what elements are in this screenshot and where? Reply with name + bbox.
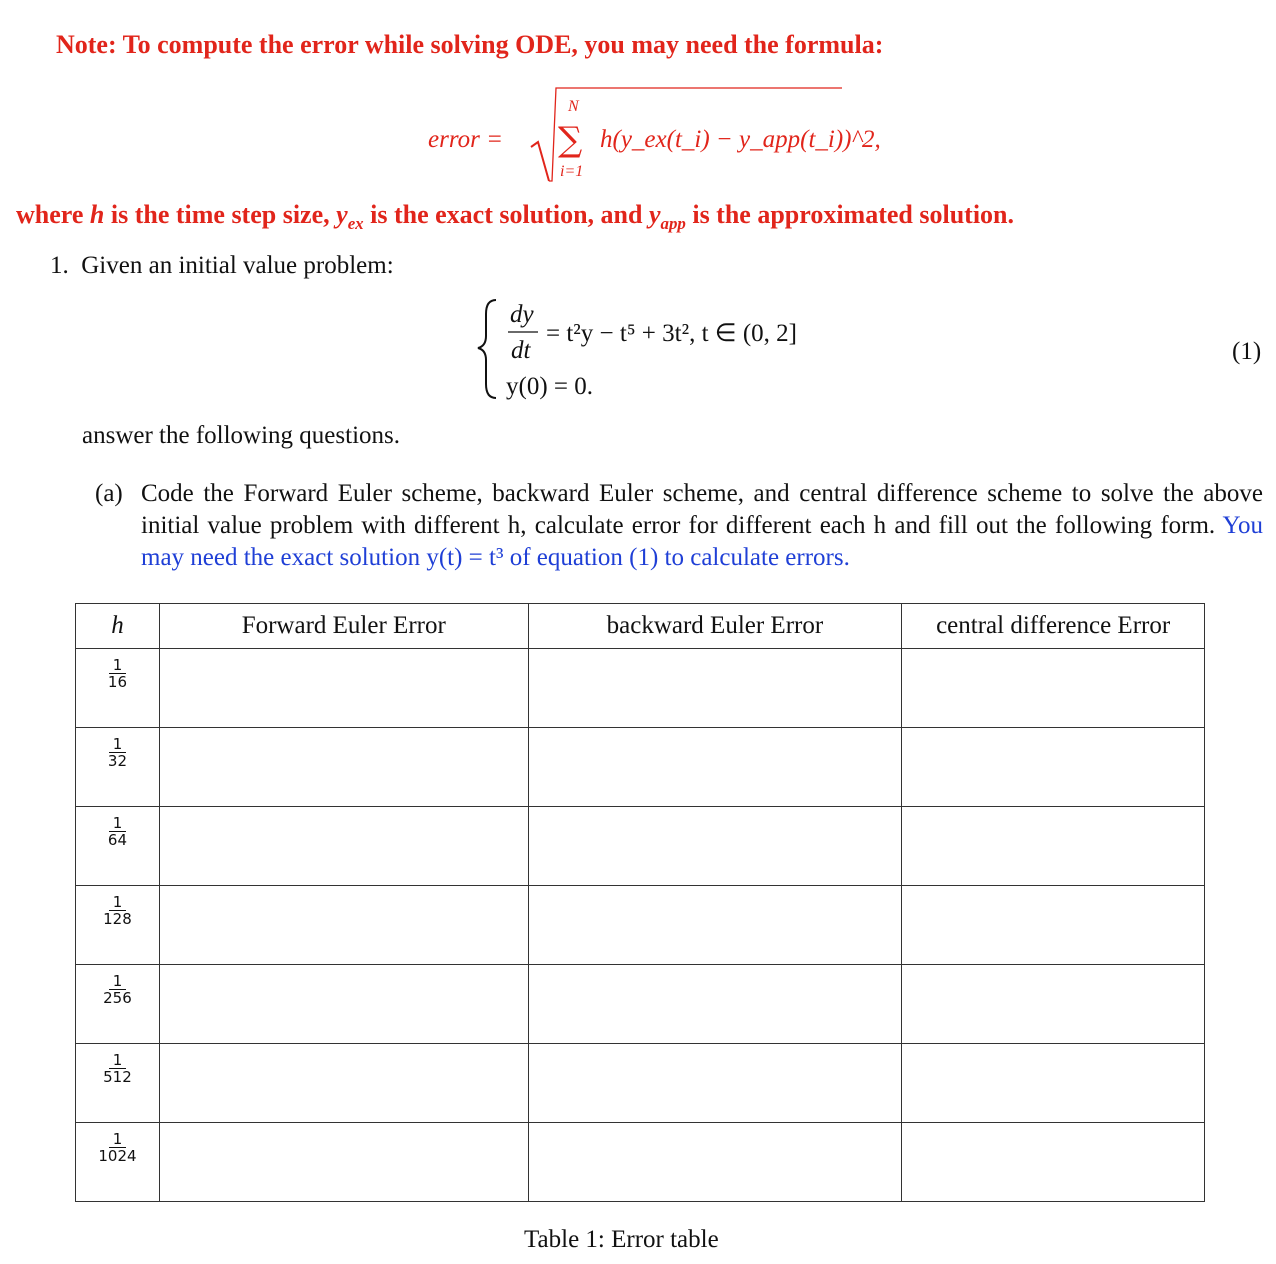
equation-number: (1)	[1232, 338, 1262, 365]
part-a-label: (a)	[95, 480, 123, 507]
question-1	[50, 252, 394, 280]
ode-numerator: dy	[510, 301, 534, 328]
table-row	[76, 965, 1205, 1044]
backward-euler-cell[interactable]	[528, 886, 902, 965]
table-row	[76, 728, 1205, 807]
question-number: 1.	[50, 252, 69, 279]
h-cell	[76, 807, 160, 886]
def-text-4: is the approximated solution.	[685, 200, 1015, 229]
formula-body: h(y_ex(t_i) − y_app(t_i))^2,	[600, 126, 881, 153]
ode-rhs: = t²y − t⁵ + 3t², t ∈ (0, 2]	[546, 320, 797, 347]
radical-sign	[532, 86, 552, 181]
h-fraction: $\frac{1}{256}$	[103, 972, 132, 1007]
table-caption: Table 1: Error table	[524, 1226, 719, 1253]
h-cell	[76, 1044, 160, 1123]
part-a-hint: You may need the exact solution y(t) = t³ of equation (1) to calculate errors.	[141, 512, 1264, 571]
backward-euler-cell[interactable]	[528, 728, 902, 807]
header-backward-euler: backward Euler Error	[528, 604, 902, 649]
ode-system-svg	[478, 296, 878, 406]
header-central-difference: central difference Error	[902, 604, 1205, 649]
question-intro: Given an initial value problem:	[81, 252, 394, 279]
def-text-2: is the time step size,	[104, 200, 337, 229]
central-difference-cell[interactable]	[902, 649, 1205, 728]
h-cell	[76, 728, 160, 807]
part-a-text: Code the Forward Euler scheme, backward Euler scheme, and central difference scheme to solve the above initial value problem with different h, calculate error for different each h and fill out the following form.	[141, 480, 1263, 539]
central-difference-cell[interactable]	[902, 1044, 1205, 1123]
header-forward-euler: Forward Euler Error	[159, 604, 528, 649]
table-header-row	[76, 604, 1205, 649]
central-difference-cell[interactable]	[902, 807, 1205, 886]
backward-euler-cell[interactable]	[528, 1123, 902, 1202]
def-h: h	[89, 200, 105, 229]
h-fraction: $\frac{1}{64}$	[107, 814, 128, 849]
central-difference-cell[interactable]	[902, 1123, 1205, 1202]
error-formula-svg	[428, 86, 881, 186]
ode-denominator: dt	[511, 337, 531, 364]
def-yapp: $y_{app}$	[648, 200, 686, 234]
h-cell	[76, 649, 160, 728]
table-row	[76, 649, 1205, 728]
left-brace	[478, 300, 496, 398]
table-row	[76, 807, 1205, 886]
ode-system	[478, 296, 878, 413]
error-table	[75, 603, 1205, 1202]
def-text-1: where	[16, 200, 90, 229]
h-cell	[76, 1123, 160, 1202]
sigma-symbol: ∑	[558, 120, 583, 160]
header-h: h	[76, 604, 160, 649]
h-cell	[76, 965, 160, 1044]
definition-line	[16, 200, 1015, 234]
h-fraction: $\frac{1}{512}$	[103, 1051, 132, 1086]
formula-lhs: error =	[428, 126, 503, 153]
initial-condition: y(0) = 0.	[506, 373, 593, 400]
table-row	[76, 1123, 1205, 1202]
sum-upper: N	[568, 98, 579, 115]
forward-euler-cell[interactable]	[159, 807, 528, 886]
central-difference-cell[interactable]	[902, 886, 1205, 965]
forward-euler-cell[interactable]	[159, 728, 528, 807]
central-difference-cell[interactable]	[902, 728, 1205, 807]
backward-euler-cell[interactable]	[528, 807, 902, 886]
sum-lower: i=1	[560, 163, 584, 180]
forward-euler-cell[interactable]	[159, 1123, 528, 1202]
forward-euler-cell[interactable]	[159, 965, 528, 1044]
h-fraction: $\frac{1}{16}$	[107, 656, 128, 691]
table-row	[76, 1044, 1205, 1123]
h-fraction: $\frac{1}{128}$	[103, 893, 132, 928]
h-fraction: $\frac{1}{1024}$	[98, 1130, 137, 1165]
backward-euler-cell[interactable]	[528, 649, 902, 728]
def-text-3: is the exact solution, and	[363, 200, 649, 229]
forward-euler-cell[interactable]	[159, 886, 528, 965]
table-row	[76, 886, 1205, 965]
h-fraction: $\frac{1}{32}$	[107, 735, 128, 770]
answer-line: answer the following questions.	[82, 422, 401, 449]
note-heading: Note: To compute the error while solving ODE, you may need the formula:	[56, 30, 884, 59]
part-a-body	[141, 478, 1263, 574]
h-cell	[76, 886, 160, 965]
def-yex: $y_{ex}$	[336, 200, 364, 234]
forward-euler-cell[interactable]	[159, 1044, 528, 1123]
central-difference-cell[interactable]	[902, 965, 1205, 1044]
backward-euler-cell[interactable]	[528, 965, 902, 1044]
backward-euler-cell[interactable]	[528, 1044, 902, 1123]
forward-euler-cell[interactable]	[159, 649, 528, 728]
